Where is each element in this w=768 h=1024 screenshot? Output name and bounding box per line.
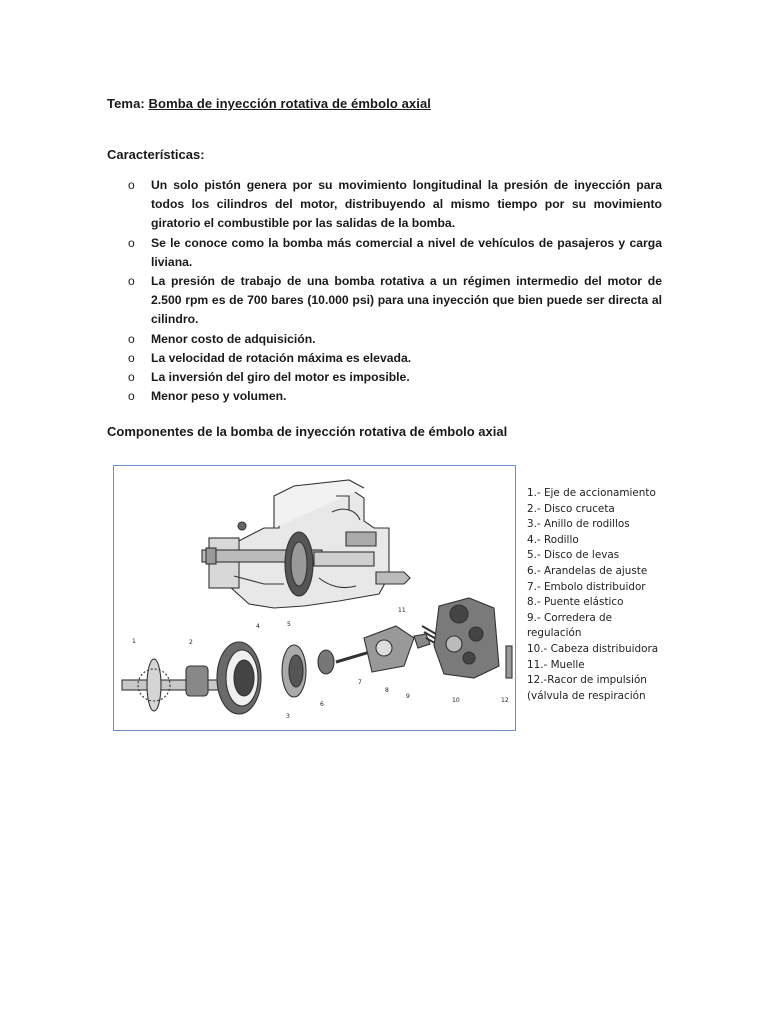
- bullet-icon: o: [128, 178, 135, 192]
- part-number-7: 7: [358, 679, 362, 686]
- part-number-10: 10: [452, 697, 460, 704]
- list-item: [128, 234, 662, 272]
- legend-item: 8.- Puente elástico: [527, 596, 624, 609]
- part-number-5: 5: [287, 621, 291, 628]
- list-item: [128, 272, 662, 330]
- legend-item: 5.- Disco de levas: [527, 549, 620, 562]
- legend-item: 3.- Anillo de rodillos: [527, 518, 630, 531]
- pump-exploded-drawing: [114, 466, 515, 730]
- list-item-text: Un solo pistón genera por su movimiento longitudinal la presión de inyección para todos los cilindros del motor, distribuyendo al mismo tiempo por su movimiento giratorio el combustible por las salidas de la bomba.: [151, 178, 662, 231]
- legend-item: 2.- Disco cruceta: [527, 502, 615, 515]
- legend-item: 4.- Rodillo: [527, 533, 579, 546]
- legend-item: 1.- Eje de accionamiento: [527, 487, 656, 499]
- topic-line: [107, 96, 431, 111]
- topic-title: Bomba de inyección rotativa de émbolo axial: [148, 96, 431, 111]
- part-number-3: 3: [286, 713, 290, 720]
- part-number-6: 6: [320, 701, 324, 708]
- list-item: [128, 176, 662, 234]
- list-item-text: Menor costo de adquisición.: [151, 331, 316, 346]
- features-heading: Características:: [107, 147, 205, 162]
- list-item-text: La inversión del giro del motor es imposible.: [151, 370, 410, 385]
- legend-item: 7.- Embolo distribuidor: [527, 580, 646, 593]
- list-item-text: Menor peso y volumen.: [151, 389, 287, 404]
- bullet-icon: o: [128, 235, 135, 250]
- legend-item: regulación: [527, 627, 582, 640]
- bullet-icon: o: [128, 370, 135, 385]
- part-number-9: 9: [406, 693, 410, 700]
- bullet-icon: o: [128, 389, 135, 404]
- legend-item: 6.- Arandelas de ajuste: [527, 564, 648, 577]
- components-heading: Componentes de la bomba de inyección rotativa de émbolo axial: [107, 424, 508, 439]
- pump-cutaway: [202, 480, 410, 608]
- legend-item: (válvula de respiración: [527, 689, 646, 702]
- features-list: [128, 176, 662, 406]
- part-number-1: 1: [132, 638, 136, 645]
- part-number-12: 12: [501, 697, 509, 704]
- list-item: [128, 330, 662, 349]
- list-item-text: La velocidad de rotación máxima es elevada.: [151, 350, 412, 365]
- legend-item: 9.- Corredera de: [527, 611, 613, 624]
- legend-item: 10.- Cabeza distribuidora: [527, 642, 659, 655]
- part-number-11: 11: [398, 607, 406, 614]
- list-item: [128, 387, 662, 406]
- list-item: [128, 368, 662, 387]
- components-legend: [527, 486, 667, 704]
- part-number-8: 8: [385, 687, 389, 694]
- bullet-icon: o: [128, 274, 135, 289]
- legend-item: 12.-Racor de impulsión: [527, 674, 647, 687]
- part-number-2: 2: [189, 639, 193, 646]
- list-item-text: Se le conoce como la bomba más comercial a nivel de vehículos de pasajeros y carga liviana.: [151, 235, 662, 269]
- topic-label: Tema:: [107, 96, 145, 111]
- list-item: [128, 349, 662, 368]
- pump-diagram-figure: [113, 465, 516, 731]
- list-item-text: La presión de trabajo de una bomba rotativa a un régimen intermedio del motor de 2.500 rpm es de 700 bares (10.000 psi) para una inyección que bien puede ser directa al cilindro.: [151, 274, 662, 327]
- bullet-icon: o: [128, 350, 135, 365]
- bullet-icon: o: [128, 331, 135, 346]
- legend-item: 11.- Muelle: [527, 658, 585, 671]
- part-number-4: 4: [256, 623, 260, 630]
